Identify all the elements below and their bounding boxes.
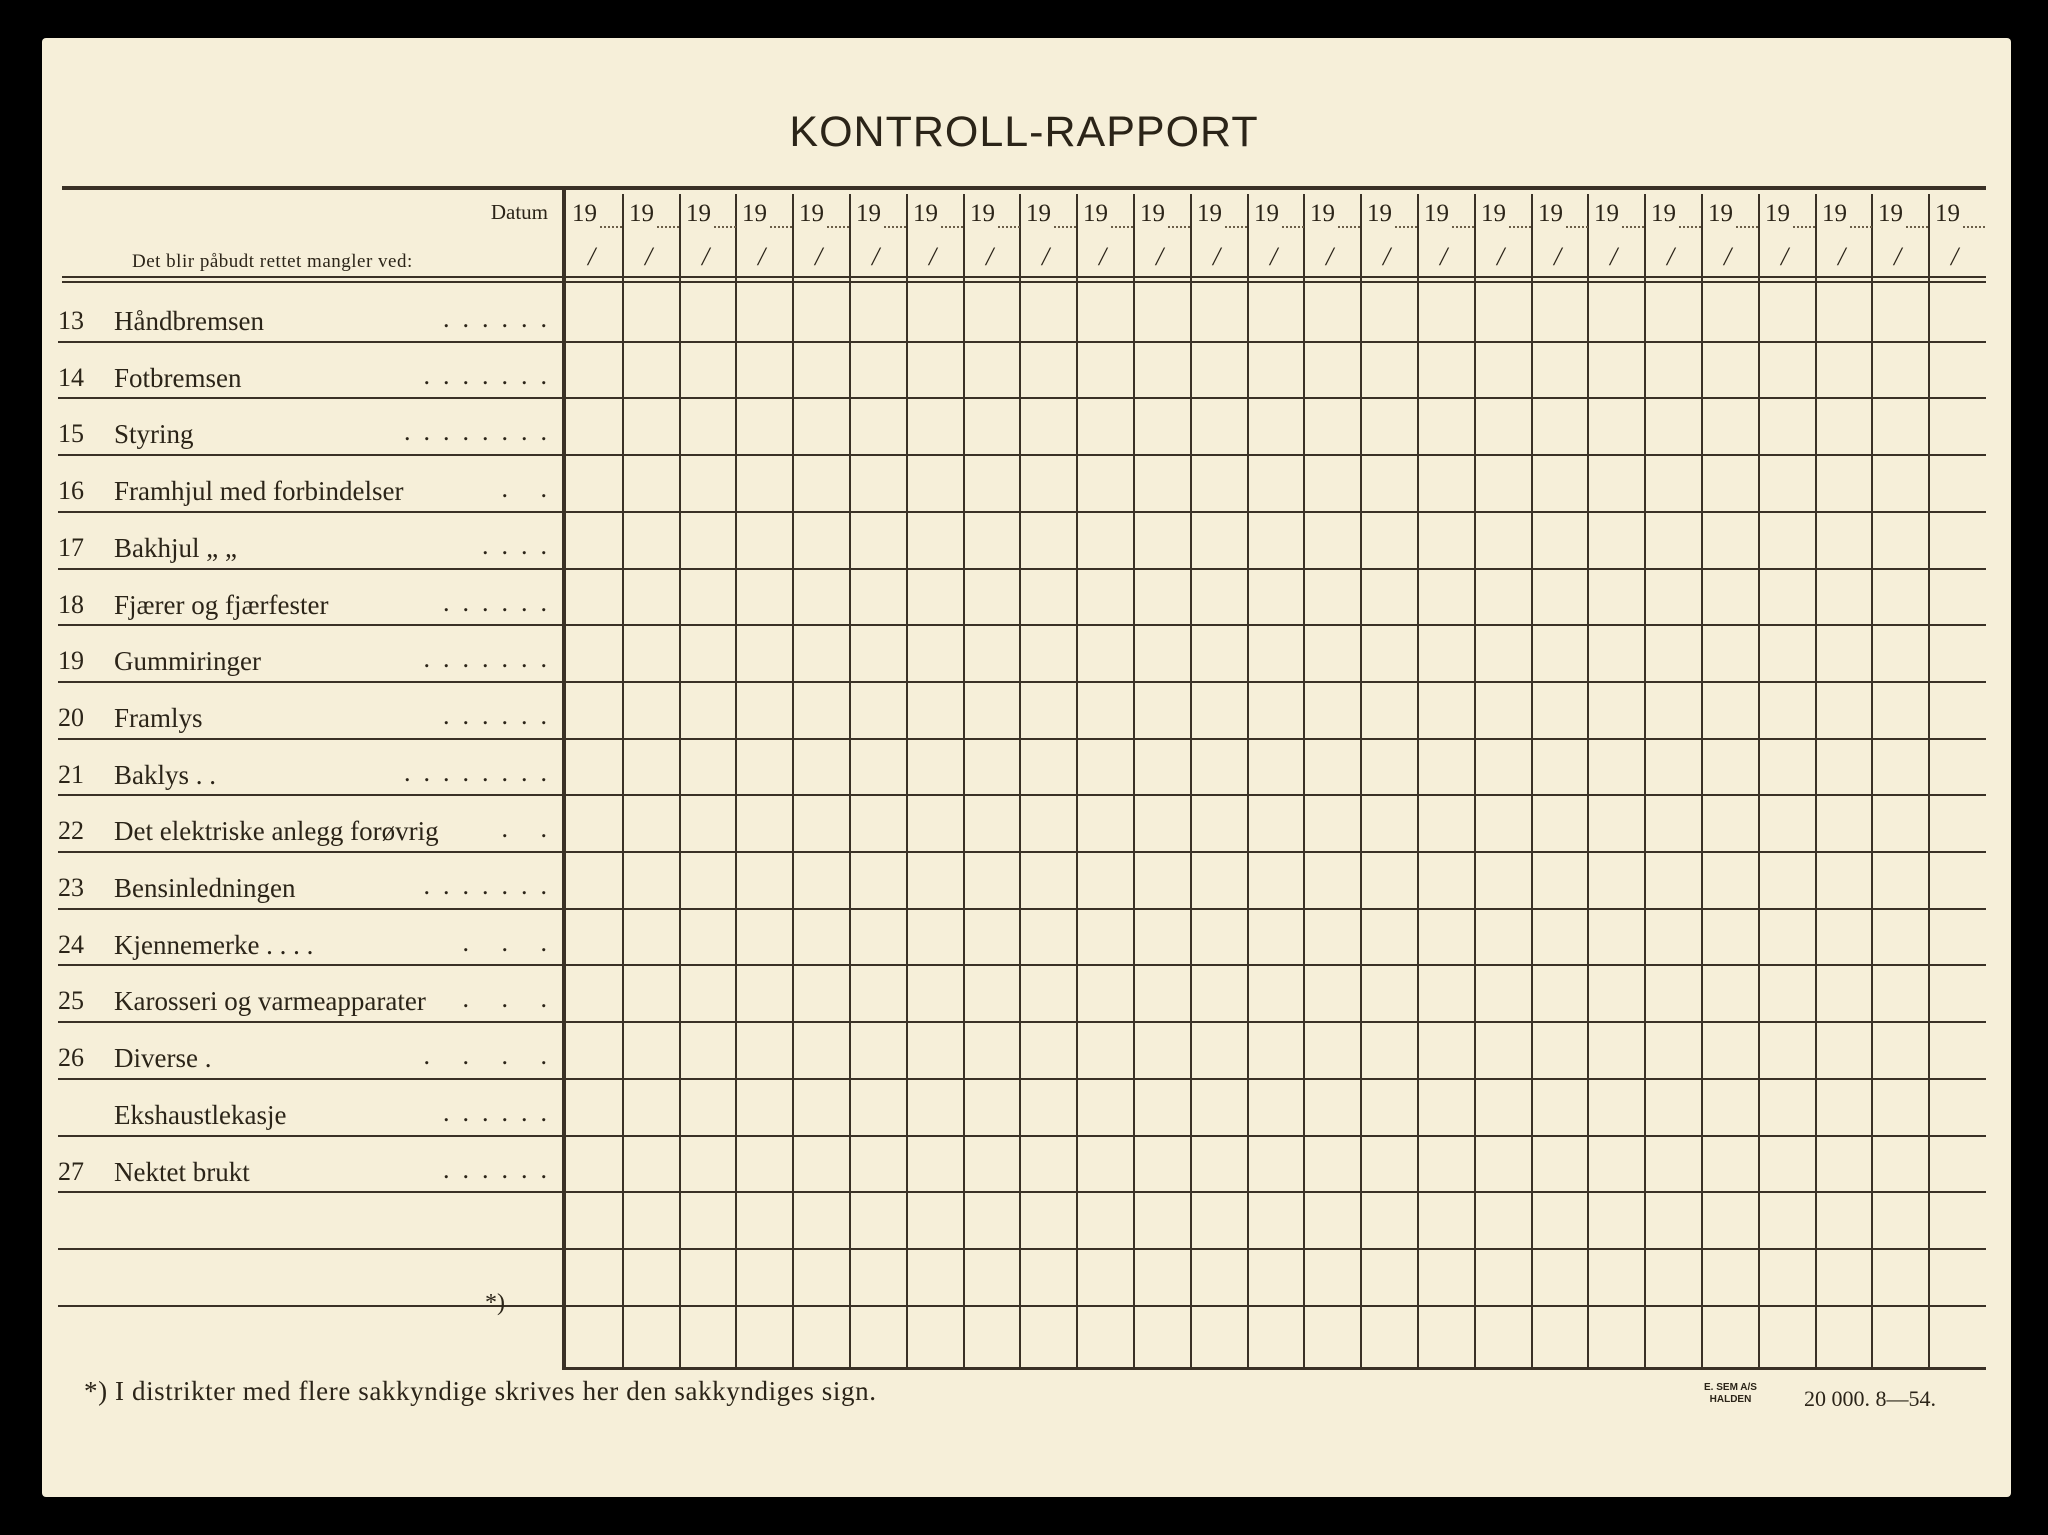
date-slash: / (1781, 242, 1789, 271)
item-number: 27 (58, 1157, 84, 1186)
year-prefix: 19 (1935, 200, 1960, 227)
item-number: 25 (58, 986, 84, 1015)
label-row-line (58, 738, 564, 740)
leader-dots: ....... (423, 871, 560, 900)
item-number: 24 (58, 930, 84, 959)
item-number: 23 (58, 873, 84, 902)
date-slash: / (986, 242, 994, 271)
date-slash: / (702, 242, 710, 271)
label-row-line (58, 341, 564, 343)
label-row-line (58, 1248, 564, 1250)
grid-row-line (566, 1191, 1986, 1193)
label-row-line (58, 1191, 564, 1193)
item-number: 15 (58, 419, 84, 448)
year-prefix: 19 (1083, 200, 1108, 227)
date-slash: / (1497, 242, 1505, 271)
item-label: Det elektriske anlegg forøvrig (114, 816, 439, 846)
date-slash: / (1270, 242, 1278, 271)
date-slash: / (1440, 242, 1448, 271)
leader-dots: ...... (443, 1155, 560, 1184)
label-row-line (58, 624, 564, 626)
grid-row-line (566, 1248, 1986, 1250)
date-slash: / (645, 242, 653, 271)
printer-city: HALDEN (1709, 1394, 1752, 1405)
item-number: 20 (58, 703, 84, 732)
printer-mark (1704, 1382, 1757, 1406)
year-prefix: 19 (1538, 200, 1563, 227)
grid-row-line (566, 964, 1986, 966)
item-label: Nektet brukt (114, 1157, 250, 1187)
bottom-rule (566, 1367, 1986, 1370)
leader-dots: ...... (443, 1098, 560, 1127)
signature-row-marker: *) (485, 1290, 505, 1316)
item-number: 26 (58, 1043, 84, 1072)
year-prefix: 19 (1254, 200, 1279, 227)
year-prefix: 19 (970, 200, 995, 227)
grid-row-line (566, 851, 1986, 853)
item-number: 19 (58, 646, 84, 675)
grid-row-line (566, 908, 1986, 910)
year-prefix: 19 (572, 200, 597, 227)
item-number: 14 (58, 363, 84, 392)
date-slash: / (1326, 242, 1334, 271)
printer-name: E. SEM A/S (1704, 1382, 1757, 1393)
grid-row-line (566, 1021, 1986, 1023)
leader-dots: .... (482, 531, 560, 560)
form-title: KONTROLL-RAPPORT (789, 108, 1259, 156)
leader-dots: ....... (423, 644, 560, 673)
leader-dots: . . (501, 474, 560, 503)
date-slash: / (588, 242, 596, 271)
print-number: 20 000. 8—54. (1804, 1386, 1936, 1411)
leader-dots: ........ (404, 417, 560, 446)
leader-dots: ........ (404, 758, 560, 787)
year-prefix: 19 (1822, 200, 1847, 227)
year-prefix: 19 (1367, 200, 1392, 227)
year-prefix: 19 (629, 200, 654, 227)
item-label: Fjærer og fjærfester (114, 590, 329, 620)
year-prefix: 19 (1878, 200, 1903, 227)
leader-dots: ...... (443, 304, 560, 333)
header-rule-2 (62, 281, 1986, 283)
year-prefix: 19 (686, 200, 711, 227)
item-label: Karosseri og varmeapparater (114, 986, 426, 1016)
year-prefix: 19 (1310, 200, 1335, 227)
leader-dots: . . . . (423, 1041, 560, 1070)
date-slash: / (1554, 242, 1562, 271)
label-row-line (58, 454, 564, 456)
label-row-line (58, 511, 564, 513)
year-prefix: 19 (913, 200, 938, 227)
year-prefix: 19 (856, 200, 881, 227)
datum-label: Datum (490, 200, 548, 224)
year-prefix: 19 (799, 200, 824, 227)
label-row-line (58, 681, 564, 683)
item-label: Bakhjul „ „ (114, 533, 237, 563)
year-prefix: 19 (1594, 200, 1619, 227)
label-row-line (58, 397, 564, 399)
grid-row-line (566, 511, 1986, 513)
grid-row-line (566, 624, 1986, 626)
item-number: 13 (58, 306, 84, 335)
date-slash: / (758, 242, 766, 271)
item-label: Bensinledningen (114, 873, 296, 903)
item-label: Diverse . (114, 1043, 212, 1073)
item-label: Framhjul med forbindelser (114, 476, 404, 506)
grid-row-line (566, 568, 1986, 570)
year-prefix: 19 (742, 200, 767, 227)
year-prefix: 19 (1424, 200, 1449, 227)
date-slash: / (929, 242, 937, 271)
date-slash: / (1724, 242, 1732, 271)
item-label: Kjennemerke . . . . (114, 930, 314, 960)
header-rule-1 (62, 276, 1986, 278)
leader-dots: . . . (462, 984, 560, 1013)
grid-row-line (566, 738, 1986, 740)
label-row-line (58, 1135, 564, 1137)
year-prefix: 19 (1708, 200, 1733, 227)
item-label: Gummiringer (114, 646, 261, 676)
year-prefix: 19 (1197, 200, 1222, 227)
date-slash: / (1838, 242, 1846, 271)
year-prefix: 19 (1026, 200, 1051, 227)
year-prefix: 19 (1765, 200, 1790, 227)
year-prefix: 19 (1140, 200, 1165, 227)
date-slash: / (815, 242, 823, 271)
label-row-line (58, 851, 564, 853)
label-row-line (58, 568, 564, 570)
grid-row-line (566, 1135, 1986, 1137)
date-slash: / (1610, 242, 1618, 271)
leader-dots: . . (501, 814, 560, 843)
label-row-line (58, 1078, 564, 1080)
date-slash: / (1667, 242, 1675, 271)
date-slash: / (1894, 242, 1902, 271)
year-prefix: 19 (1651, 200, 1676, 227)
item-number: 21 (58, 760, 84, 789)
item-label: Framlys (114, 703, 203, 733)
leader-dots: . . . (462, 928, 560, 957)
mangler-label: Det blir påbudt rettet mangler ved: (132, 251, 413, 272)
date-slash: / (872, 242, 880, 271)
label-row-line (58, 908, 564, 910)
date-slash: / (1042, 242, 1050, 271)
item-label: Håndbremsen (114, 306, 264, 336)
date-slash: / (1099, 242, 1107, 271)
grid-row-line (566, 794, 1986, 796)
item-number: 18 (58, 590, 84, 619)
leader-dots: ...... (443, 701, 560, 730)
date-slash: / (1156, 242, 1164, 271)
label-row-line (58, 964, 564, 966)
item-label: Fotbremsen (114, 363, 242, 393)
item-number: 22 (58, 816, 84, 845)
item-label: Styring (114, 419, 194, 449)
item-number: 16 (58, 476, 84, 505)
item-label: Ekshaustlekasje (114, 1100, 287, 1130)
grid-row-line (566, 397, 1986, 399)
grid-row-line (566, 454, 1986, 456)
leader-dots: ....... (423, 361, 560, 390)
grid-row-line (566, 1305, 1986, 1307)
item-number: 17 (58, 533, 84, 562)
footnote: *) I distrikter med flere sakkyndige skrives her den sakkyndiges sign. (84, 1376, 877, 1406)
label-row-line (58, 1021, 564, 1023)
grid-row-line (566, 681, 1986, 683)
leader-dots: ...... (443, 588, 560, 617)
year-prefix: 19 (1481, 200, 1506, 227)
grid-row-line (566, 341, 1986, 343)
date-slash: / (1383, 242, 1391, 271)
item-label: Baklys . . (114, 760, 217, 790)
top-rule (62, 186, 1986, 190)
label-row-line (58, 794, 564, 796)
date-slash: / (1213, 242, 1221, 271)
date-slash: / (1951, 242, 1959, 271)
grid-row-line (566, 1078, 1986, 1080)
